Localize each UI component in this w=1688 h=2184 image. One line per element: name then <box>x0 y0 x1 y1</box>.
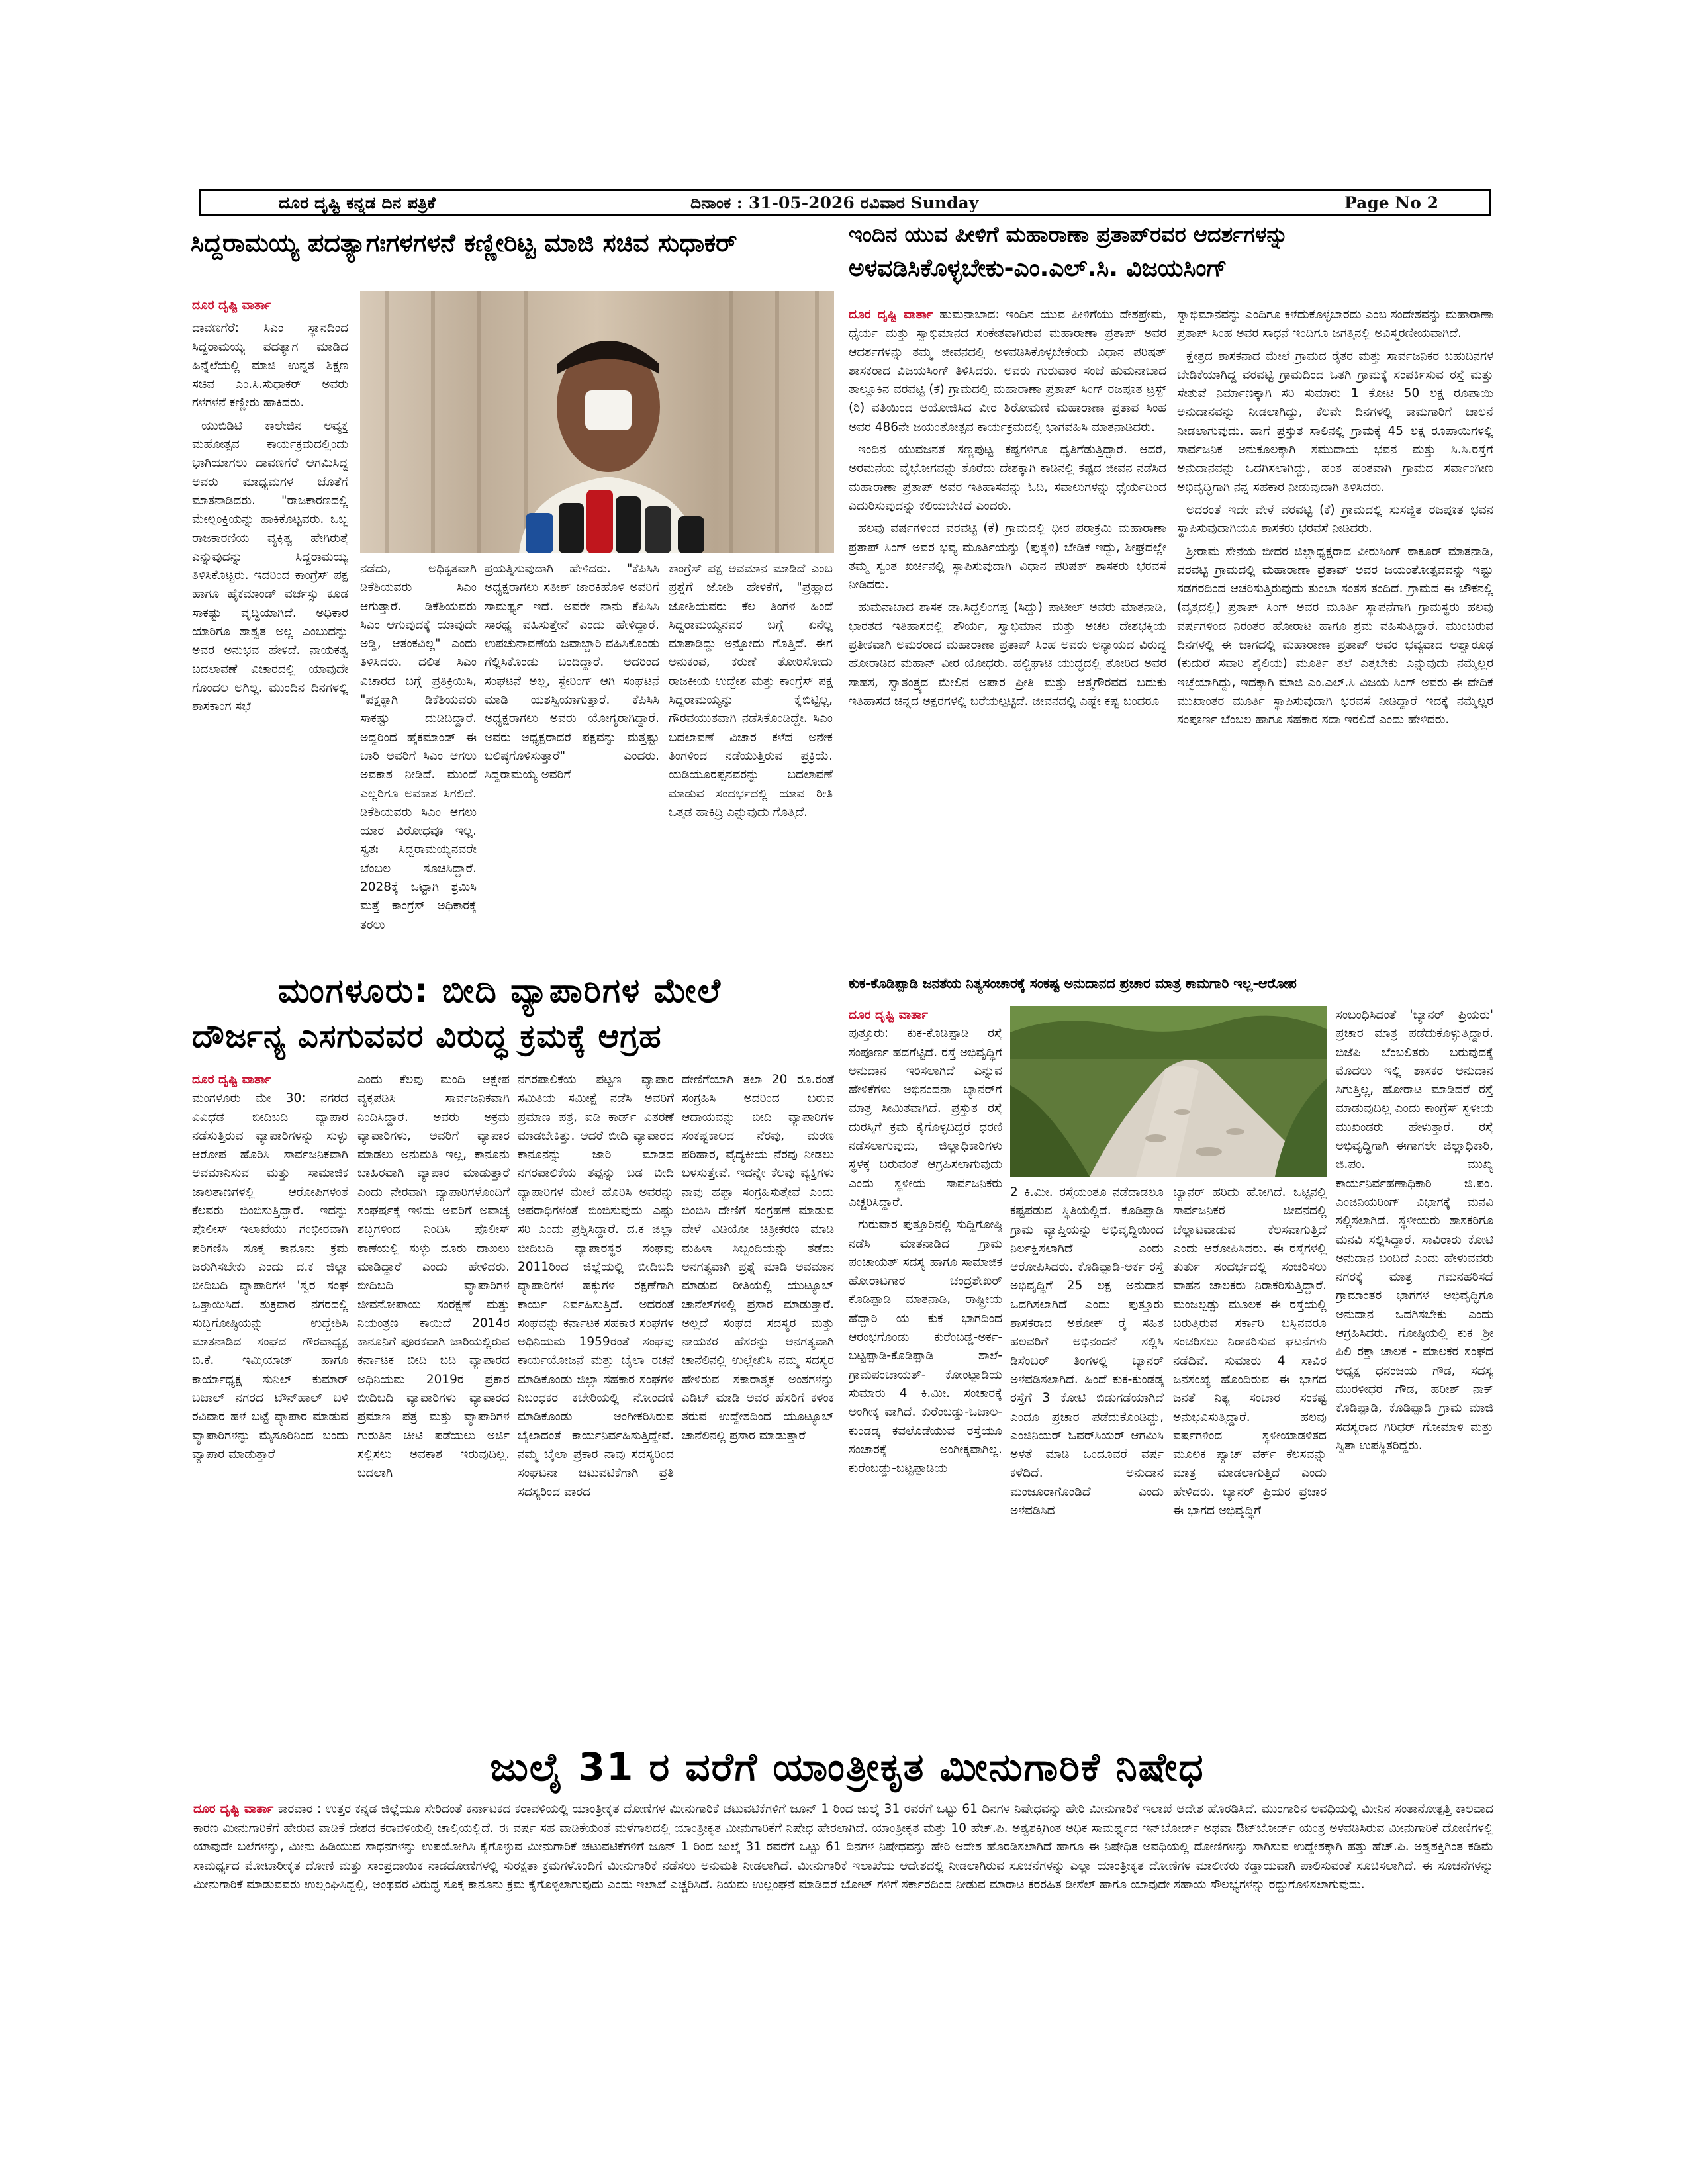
article1-col3: ಪ್ರಯತ್ನಿಸುವುದಾಗಿ ಹೇಳಿದರು. "ಕೆಪಿಸಿಸಿ ಅಧ್ಯಕ್ಷರಾಗಲು ಸತೀಶ್ ಜಾರಕಿಹೊಳಿ ಅವರಿಗೆ ಸಾಮರ್ಥ್ಯ ಇದೆ. ಅವರೇ ನಾನು ಕೆಪಿಸಿಸಿ ಸಾರಥ್ಯ ವಹಿಸುತ್ತೇನೆ ಎಂದು ಹೇಳಿದ್ದಾರೆ. ಉಪಚುನಾವಣೆಯ ಜವಾಬ್ದಾರಿ ವಹಿಸಿಕೊಂಡು ಗೆಲ್ಲಿಸಿಕೊಂಡು ಬಂದಿದ್ದಾರೆ. ಅದರಿಂದ ಸಂಘಟನೆ ಅಲ್ಲ, ಸ್ಟೇರಿಂಗ್ ಆಗಿ ಸಂಘಟನೆ ಮಾಡಿ ಯಶಸ್ವಿಯಾಗುತ್ತಾರೆ. ಕೆಪಿಸಿಸಿ ಅಧ್ಯಕ್ಷರಾಗಲು ಅವರು ಯೋಗ್ಯರಾಗಿದ್ದಾರೆ. ಅವರು ಅಧ್ಯಕ್ಷರಾದರೆ ಪಕ್ಷವನ್ನು ಮತ್ತಷ್ಟು ಬಲಿಷ್ಠಗೊಳಿಸುತ್ತಾರೆ" ಎಂದರು. ಸಿದ್ದರಾಮಯ್ಯ ಅವರಿಗೆ <box>485 562 659 782</box>
article3-headline-line1: ಮಂಗಳೂರು: ಬೀದಿ ವ್ಯಾಪಾರಿಗಳ ಮೇಲೆ <box>278 972 722 1010</box>
article2-col1: ದೂರ ದೃಷ್ಟಿ ವಾರ್ತಾ ಹುಮನಾಬಾದ: ಇಂದಿನ ಯುವ ಪೀಳಿಗೆಯು ದೇಶಪ್ರೇಮ, ಧೈರ್ಯ ಮತ್ತು ಸ್ವಾಭಿಮಾನದ ಸಂಕೇತವಾಗಿರುವ ಮಹಾರಾಣಾ ಪ್ರತಾಪ್ ಅವರ ಆದರ್ಶಗಳನ್ನು ತಮ್ಮ ಜೀವನದಲ್ಲಿ ಅಳವಡಿಸಿಕೊಳ್ಳಬೇಕೆಂದು ವಿಧಾನ ಪರಿಷತ್ ಶಾಸಕರಾದ ವಿಜಯಸಿಂಗ್ ತಿಳಿಸಿದರು. ಅವರು ಗುರುವಾರ ಸಂಜೆ ಹುಮನಾಬಾದ ತಾಲ್ಲೂಕಿನ ವರವಟ್ಟಿ (ಕೆ) ಗ್ರಾಮದಲ್ಲಿ ಮಹಾರಾಣಾ ಪ್ರತಾಪ್ ಸಿಂಗ್ ರಜಪೂತ ಟ್ರಸ್ಟ್ (ರಿ) ವತಿಯಿಂದ ಆಯೋಜಿಸಿದ ವೀರ ಶಿರೋಮಣಿ ಮಹಾರಾಣಾ ಪ್ರತಾಪ ಸಿಂಹ ಅವರ 486ನೇ ಜಯಂತೋತ್ಸವ ಕಾರ್ಯಕ್ರಮದಲ್ಲಿ ಭಾಗವಹಿಸಿ ಮಾತನಾಡಿದರು. ಇಂದಿನ ಯುವಜನತೆ ಸಣ್ಣಪುಟ್ಟ ಕಷ್ಟಗಳಿಗೂ ಧೃತಿಗೆಡುತ್ತಿದ್ದಾರೆ. ಆದರೆ, ಅರಮನೆಯ ವೈಭೋಗವನ್ನು ತೊರೆದು ದೇಶಕ್ಕಾಗಿ ಕಾಡಿನಲ್ಲಿ ಕಷ್ಟದ ಜೀವನ ನಡೆಸಿದ ಮಹಾರಾಣಾ ಪ್ರತಾಪ್ ಅವರ ಇತಿಹಾಸವನ್ನು ಓದಿ, ಸವಾಲುಗಳನ್ನು ಧೈರ್ಯದಿಂದ ಎದುರಿಸುವುದನ್ನು ಕಲಿಯಬೇಕಿದೆ ಎಂದರು. ಹಲವು ವರ್ಷಗಳಿಂದ ವರವಟ್ಟಿ (ಕೆ) ಗ್ರಾಮದಲ್ಲಿ ಧೀರ ಪರಾಕ್ರಮಿ ಮಹಾರಾಣಾ ಪ್ರತಾಪ್ ಸಿಂಗ್ ಅವರ ಭವ್ಯ ಮೂರ್ತಿಯನ್ನು (ಪುತ್ಥಳಿ) ಬೇಡಿಕೆ ಇದ್ದು, ಶೀಘ್ರದಲ್ಲೇ ತಮ್ಮ ಸ್ವಂತ ಖರ್ಚಿನಲ್ಲಿ ಸ್ಥಾಪಿಸುವುದಾಗಿ ವಿಧಾನ ಪರಿಷತ್ ಶಾಸಕರು ಭರವಸೆ ನೀಡಿದರು. ಹುಮನಾಬಾದ ಶಾಸಕ ಡಾ.ಸಿದ್ದಲಿಂಗಪ್ಪ (ಸಿದ್ದು) ಪಾಟೀಲ್ ಅವರು ಮಾತನಾಡಿ, ಭಾರತದ ಇತಿಹಾಸದಲ್ಲಿ ಶೌರ್ಯ, ಸ್ವಾಭಿಮಾನ ಮತ್ತು ಅಚಲ ದೇಶಭಕ್ತಿಯ ಪ್ರತೀಕವಾಗಿ ಅಮರರಾದ ಮಹಾರಾಣಾ ಪ್ರತಾಪ್ ಸಿಂಹ ಅವರು ಅನ್ಯಾಯದ ವಿರುದ್ಧ ಹೋರಾಡಿದ ಮಹಾನ್ ವೀರ ಯೋಧರು. ಹಲ್ದಿಘಾಟಿ ಯುದ್ಧದಲ್ಲಿ ತೋರಿದ ಅವರ ಸಾಹಸ, ಸ್ವಾತಂತ್ರ್ಯದ ಮೇಲಿನ ಅಪಾರ ಪ್ರೀತಿ ಮತ್ತು ಆತ್ಮಗೌರವದ ಬದುಕು ಇತಿಹಾಸದ ಚಿನ್ನದ ಅಕ್ಷರಗಳಲ್ಲಿ ಬರೆಯಲ್ಪಟ್ಟಿದೆ. ಜೀವನದಲ್ಲಿ ಎಷ್ಟೇ ಕಷ್ಟ ಬಂದರೂ <box>849 308 1166 708</box>
article2-headline-line2: ಅಳವಡಿಸಿಕೊಳ್ಳಬೇಕು-ಎಂ.ಎಲ್.ಸಿ. ವಿಜಯಸಿಂಗ್ <box>849 255 1227 282</box>
article4-col1: ದೂರ ದೃಷ್ಟಿ ವಾರ್ತಾ ಪುತ್ತೂರು: ಕುಕ-ಕೊಡಿಪ್ಪಾಡಿ ರಸ್ತೆ ಸಂಪೂರ್ಣ ಹದಗೆಟ್ಟಿದೆ. ರಸ್ತೆ ಅಭಿವೃದ್ಧಿಗೆ ಅನುದಾನ ಇರಿಸಲಾಗಿದೆ ಎನ್ನುವ ಹೇಳಿಕೆಗಳು ಅಭಿನಂದನಾ ಬ್ಯಾನರ್‌ಗೆ ಮಾತ್ರ ಸೀಮಿತವಾಗಿದೆ. ಪ್ರಸ್ತುತ ರಸ್ತೆ ದುರಸ್ತಿಗೆ ಕ್ರಮ ಕೈಗೊಳ್ಳದಿದ್ದರೆ ಧರಣಿ ನಡೆಸಲಾಗುವುದು, ಜಿಲ್ಲಾಧಿಕಾರಿಗಳು ಸ್ಥಳಕ್ಕೆ ಬರುವಂತೆ ಆಗ್ರಹಿಸಲಾಗುವುದು ಎಂದು ಸ್ಥಳೀಯ ಸಾರ್ವಜನಿಕರು ಎಚ್ಚರಿಸಿದ್ದಾರೆ. ಗುರುವಾರ ಪುತ್ತೂರಿನಲ್ಲಿ ಸುದ್ದಿಗೋಷ್ಠಿ ನಡೆಸಿ ಮಾತನಾಡಿದ ಗ್ರಾಮ ಪಂಚಾಯತ್ ಸದಸ್ಯ ಹಾಗೂ ಸಾಮಾಜಿಕ ಹೋರಾಟಗಾರ ಚಂದ್ರಶೇಖರ್ ಕೊಡಿಪ್ಪಾಡಿ ಮಾತನಾಡಿ, ರಾಷ್ಟ್ರೀಯ ಹೆದ್ದಾರಿ ಯ ಕುಕ ಭಾಗದಿಂದ ಆರಂಭಗೊಂಡು ಕುರೆಂಬಡ್ಡ-ಅರ್ಕ- ಬಟ್ಟಪ್ಪಾಡಿ-ಕೊಡಿಪ್ಪಾಡಿ ಶಾಲೆ-ಗ್ರಾಮಪಂಚಾಯತ್- ಕೋಂಟ್ಪಾಡಿಯ ಸುಮಾರು 4 ಕಿ.ಮೀ. ಸಂಚಾರಕ್ಕೆ ಅಂಗೀಕ್ಕ ವಾಗಿದೆ. ಕುರೆಂಬಡ್ಡು-ಓಜಾಲ- ಕುಂಡಡ್ಕ ಕವಲೊಡೆಯುವ ರಸ್ತೆಯೂ ಸಂಚಾರಕ್ಕೆ ಅಂಗೀಕ್ಕವಾಗಿಲ್ಲ. ಕುರೆಂಬಡ್ಡು-ಬಟ್ಟಪ್ಪಾಡಿಯ <box>849 1008 1002 1476</box>
article3-col2: ಎಂದು ಕೆಲವು ಮಂದಿ ಆಕ್ಷೇಪ ವ್ಯಕ್ತಪಡಿಸಿ ಸಾರ್ವಜನಿಕವಾಗಿ ನಿಂದಿಸಿದ್ದಾರೆ. ಅವರು ಅಕ್ರಮ ವ್ಯಾಪಾರಿಗಳು, ಅವರಿಗೆ ವ್ಯಾಪಾರ ಮಾಡಲು ಅನುಮತಿ ಇಲ್ಲ, ಕಾನೂನು ಬಾಹಿರವಾಗಿ ವ್ಯಾಪಾರ ಮಾಡುತ್ತಾರೆ ಎಂದು ನೇರವಾಗಿ ವ್ಯಾಪಾರಿಗಳೊಂದಿಗೆ ಸಂಘರ್ಷಕ್ಕೆ ಇಳಿದು ಅವರಿಗೆ ಅವಾಚ್ಯ ಶಬ್ದಗಳಿಂದ ನಿಂದಿಸಿ ಪೊಲೀಸ್ ಠಾಣೆಯಲ್ಲಿ ಸುಳ್ಳು ದೂರು ದಾಖಲು ಮಾಡಿದ್ದಾರೆ ಎಂದು ಹೇಳಿದರು. ಬೀದಿಬದಿ ವ್ಯಾಪಾರಿಗಳ ಜೀವನೋಪಾಯ ಸಂರಕ್ಷಣೆ ಮತ್ತು ನಿಯಂತ್ರಣ ಕಾಯಿದೆ 2014ರ ಕಾನೂನಿಗೆ ಪೂರಕವಾಗಿ ಜಾರಿಯಲ್ಲಿರುವ ಕರ್ನಾಟಕ ಬೀದಿ ಬದಿ ವ್ಯಾಪಾರದ ಅಧಿನಿಯಮ 2019ರ ಪ್ರಕಾರ ಬೀದಿಬದಿ ವ್ಯಾಪಾರಿಗಳು ವ್ಯಾಪಾರದ ಪ್ರಮಾಣ ಪತ್ರ ಮತ್ತು ವ್ಯಾಪಾರಿಗಳ ಗುರುತಿನ ಚೀಟಿ ಪಡೆಯಲು ಅರ್ಜಿ ಸಲ್ಲಿಸಲು ಅವಕಾಶ ಇರುವುದಿಲ್ಲ. ಬದಲಾಗಿ <box>357 1073 510 1480</box>
article5-headline: ಜುಲೈ 31 ರ ವರೆಗೆ ಯಾಂತ್ರೀಕೃತ ಮೀನುಗಾರಿಕೆ ನಿಷೇಧ <box>490 1745 1205 1790</box>
article3-col3: ನಗರಪಾಲಿಕೆಯ ಪಟ್ಟಣ ವ್ಯಾಪಾರ ಸಮಿತಿಯ ಸಮೀಕ್ಷೆ ನಡೆಸಿ ಅವರಿಗೆ ಪ್ರಮಾಣ ಪತ್ರ, ಐಡಿ ಕಾರ್ಡ್ ವಿತರಣೆ ಮಾಡಬೇಕಿತ್ತು. ಆದರೆ ಬೀದಿ ವ್ಯಾಪಾರದ ಕಾನೂನನ್ನು ಜಾರಿ ಮಾಡದ ನಗರಪಾಲಿಕೆಯ ತಪ್ಪನ್ನು ಬಡ ಬೀದಿ ವ್ಯಾಪಾರಿಗಳ ಮೇಲೆ ಹೊರಿಸಿ ಅವರನ್ನು ಅಪರಾಧಿಗಳಂತೆ ಬಿಂಬಿಸುವುದು ಎಷ್ಟು ಸರಿ ಎಂದು ಪ್ರಶ್ನಿಸಿದ್ದಾರೆ. ದ.ಕ ಜಿಲ್ಲಾ ಬೀದಿಬದಿ ವ್ಯಾಪಾರಸ್ಥರ ಸಂಘವು 2011ರಿಂದ ಜಿಲ್ಲೆಯಲ್ಲಿ ಬೀದಿಬದಿ ವ್ಯಾಪಾರಿಗಳ ಹಕ್ಕುಗಳ ರಕ್ಷಣೆಗಾಗಿ ಕಾರ್ಯ ನಿರ್ವಹಿಸುತ್ತಿದೆ. ಅದರಂತೆ ಸಂಘವನ್ನು ಕರ್ನಾಟಕ ಸಹಕಾರ ಸಂಘಗಳ ಅಧಿನಿಯಮ 1959ರಂತೆ ಸಂಘವು ಕಾರ್ಯಯೋಜನೆ ಮತ್ತು ಬೈಲಾ ರಚನೆ ಮಾಡಿಕೊಂಡು ಜಿಲ್ಲಾ ಸಹಕಾರ ಸಂಘಗಳ ನಿಬಂಧಕರ ಕಚೇರಿಯಲ್ಲಿ ನೋಂದಣಿ ಮಾಡಿಕೊಂಡು ಅಂಗೀಕರಿಸಿರುವ ಬೈಲಾದಂತೆ ಕಾರ್ಯನಿರ್ವಹಿಸುತ್ತಿದ್ದೇವೆ. ನಮ್ಮ ಬೈಲಾ ಪ್ರಕಾರ ನಾವು ಸದಸ್ಯರಿಂದ ಸಂಘಟನಾ ಚಟುವಟಿಕೆಗಾಗಿ ಪ್ರತಿ ಸದಸ್ಯರಿಂದ ವಾರದ <box>518 1073 674 1499</box>
article4-col4: ಸಂಬಂಧಿಸಿದಂತೆ 'ಬ್ಯಾನರ್ ಪ್ರಿಯರು' ಪ್ರಚಾರ ಮಾತ್ರ ಪಡೆದುಕೊಳ್ಳುತ್ತಿದ್ದಾರೆ. ಬಿಜೆಪಿ ಬೆಂಬಲಿತರು ಬರುವುದಕ್ಕೆ ಮೊದಲು ಇಲ್ಲಿ ಶಾಸಕರ ಅನುದಾನ ಸಿಗುತ್ತಿಲ್ಲ, ಹೋರಾಟ ಮಾಡಿದರೆ ರಸ್ತೆ ಮಾಡುವುದಿಲ್ಲ ಎಂದು ಕಾಂಗ್ರೆಸ್ ಸ್ಥಳೀಯ ಮುಖಂಡರು ಹೇಳುತ್ತಾರೆ. ರಸ್ತೆ ಅಭಿವೃದ್ಧಿಗಾಗಿ ಈಗಾಗಲೇ ಜಿಲ್ಲಾಧಿಕಾರಿ, ಜಿ.ಪಂ. ಮುಖ್ಯ ಕಾರ್ಯನಿರ್ವಹಣಾಧಿಕಾರಿ ಜಿ.ಪಂ. ಎಂಜಿನಿಯರಿಂಗ್ ವಿಭಾಗಕ್ಕೆ ಮನವಿ ಸಲ್ಲಿಸಲಾಗಿದೆ. ಸ್ಥಳೀಯರು ಶಾಸಕರಿಗೂ ಮನವಿ ಸಲ್ಲಿಸಿದ್ದಾರೆ. ಸಾವಿರಾರು ಕೋಟಿ ಅನುದಾನ ಬಂದಿದೆ ಎಂದು ಹೇಳುವವರು ನಗರಕ್ಕೆ ಮಾತ್ರ ಗಮನಹರಿಸದೆ ಗ್ರಾಮಾಂತರ ಭಾಗಗಳ ಅಭಿವೃದ್ಧಿಗೂ ಅನುದಾನ ಒದಗಿಸಬೇಕು ಎಂದು ಆಗ್ರಹಿಸಿದರು. ಗೋಷ್ಠಿಯಲ್ಲಿ ಕುಕ ಶ್ರೀ ಪಿಲಿ ರಕ್ತಾ ಚಾಲಕ - ಮಾಲಕರ ಸಂಘದ ಅಧ್ಯಕ್ಷ ಧನಂಜಯ ಗೌಡ, ಸದಸ್ಯ ಮುರಳೀಧರ ಗೌಡ, ಹರೀಶ್ ನಾಕ್ ಕೊಡಿಪ್ಪಾಡಿ, ಕೊಡಿಪ್ಪಾಡಿ ಗ್ರಾಮ ಮಾಜಿ ಸದಸ್ಯರಾದ ಗಿರಿಧರ್ ಗೋಮಾಳಿ ಮತ್ತು ಸ್ವಿತಾ ಉಪಸ್ಥಿತರಿದ್ದರು. <box>1336 1008 1493 1453</box>
article1-col2: ನಡೆದು, ಅಧಿಕೃತವಾಗಿ ಡಿಕೆಶಿಯವರು ಸಿಎಂ ಆಗುತ್ತಾರೆ. ಡಿಕೆಶಿಯವರು ಸಿಎಂ ಆಗುವುದಕ್ಕೆ ಯಾವುದೇ ಅಡ್ಡಿ, ಆತಂಕವಿಲ್ಲ" ಎಂದು ತಿಳಿಸಿದರು. ದಲಿತ ಸಿಎಂ ವಿಚಾರದ ಬಗ್ಗೆ ಪ್ರತಿಕ್ರಿಯಿಸಿ, "ಪಕ್ಷಕ್ಕಾಗಿ ಡಿಕೆಶಿಯವರು ಸಾಕಷ್ಟು ದುಡಿದಿದ್ದಾರೆ. ಅದ್ದರಿಂದ ಹೈಕಮಾಂಡ್ ಈ ಬಾರಿ ಅವರಿಗೆ ಸಿಎಂ ಆಗಲು ಅವಕಾಶ ನೀಡಿದೆ. ಮುಂದೆ ಎಲ್ಲರಿಗೂ ಅವಕಾಶ ಸಿಗಲಿದೆ. ಡಿಕೆಶಿಯವರು ಸಿಎಂ ಆಗಲು ಯಾರ ವಿರೋಧವೂ ಇಲ್ಲ. ಸ್ವತಃ ಸಿದ್ದರಾಮಯ್ಯನವರೇ ಬೆಂಬಲ ಸೂಚಿಸಿದ್ದಾರೆ. 2028ಕ್ಕೆ ಒಟ್ಟಾಗಿ ಶ್ರಮಿಸಿ ಮತ್ತೆ ಕಾಂಗ್ರೆಸ್ ಅಧಿಕಾರಕ್ಕೆ ತರಲು <box>360 562 477 932</box>
article2-headline-line1: ಇಂದಿನ ಯುವ ಪೀಳಿಗೆ ಮಹಾರಾಣಾ ಪ್ರತಾಪ್‌ರವರ ಆದರ್ಶಗಳನ್ನು <box>849 222 1288 247</box>
article3-headline-line2: ದೌರ್ಜನ್ಯ ಎಸಗುವವರ ವಿರುದ್ಧ ಕ್ರಮಕ್ಕೆ ಆಗ್ರಹ <box>192 1018 662 1055</box>
photo-caption: 2 ಕಿ.ಮೀ. ರಸ್ತೆಯಂತೂ ನಡೆದಾಡಲೂ ಕಷ್ಟಪಡುವ <box>1010 1185 1164 1218</box>
page-number: Page No 2 <box>1344 193 1439 212</box>
article2-col2: ಸ್ವಾಭಿಮಾನವನ್ನು ಎಂದಿಗೂ ಕಳೆದುಕೊಳ್ಳಬಾರದು ಎಂಬ ಸಂದೇಶವನ್ನು ಮಹಾರಾಣಾ ಪ್ರತಾಪ್ ಸಿಂಹ ಅವರ ಸಾಧನೆ ಇಂದಿಗೂ ಜಗತ್ತಿನಲ್ಲಿ ಅವಿಸ್ಮರಣೀಯವಾಗಿದೆ. ಕ್ಷೇತ್ರದ ಶಾಸಕನಾದ ಮೇಲೆ ಗ್ರಾಮದ ರೈತರ ಮತ್ತು ಸಾರ್ವಜನಿಕರ ಬಹುದಿನಗಳ ಬೇಡಿಕೆಯಾಗಿದ್ದ ವರವಟ್ಟಿ ಗ್ರಾಮದಿಂದ ಓತಗಿ ಗ್ರಾಮಕ್ಕೆ ಸಂಪರ್ಕಿಸುವ ರಸ್ತೆ ಮತ್ತು ಸೇತುವೆ ನಿರ್ಮಾಣಕ್ಕಾಗಿ ಸರಿ ಸುಮಾರು 1 ಕೋಟಿ 50 ಲಕ್ಷ ರೂಪಾಯಿ ಅನುದಾನವನ್ನು ನೀಡಲಾಗಿದ್ದು, ಕೆಲವೇ ದಿನಗಳಲ್ಲಿ ಕಾಮಗಾರಿಗೆ ಚಾಲನೆ ನೀಡಲಾಗುವುದು. ಹಾಗೆ ಪ್ರಸ್ತುತ ಸಾಲಿನಲ್ಲಿ ಗ್ರಾಮಕ್ಕೆ 45 ಲಕ್ಷ ರೂಪಾಯಿಗಳಲ್ಲಿ ಸಾರ್ವಜನಿಕ ಅನುಕೂಲಕ್ಕಾಗಿ ಸಮುದಾಯ ಭವನ ಮತ್ತು ಸಿ.ಸಿ.ರಸ್ತೆಗೆ ಅನುದಾನವನ್ನು ಒದಗಿಸಲಾಗಿದ್ದು, ಹಂತ ಹಂತವಾಗಿ ಗ್ರಾಮದ ಸರ್ವಾಂಗೀಣ ಅಭಿವೃದ್ಧಿಗಾಗಿ ನನ್ನ ಸಹಕಾರ ನೀಡುವುದಾಗಿ ತಿಳಿಸಿದರು. ಅದರಂತೆ ಇದೇ ವೇಳೆ ವರವಟ್ಟಿ (ಕೆ) ಗ್ರಾಮದಲ್ಲಿ ಸುಸಜ್ಜಿತ ರಜಪೂತ ಭವನ ಸ್ಥಾಪಿಸುವುದಾಗಿಯೂ ಶಾಸಕರು ಭರವಸೆ ನೀಡಿದರು. ಶ್ರೀರಾಮ ಸೇನೆಯ ಬೀದರ ಜಿಲ್ಲಾಧ್ಯಕ್ಷರಾದ ವೀರುಸಿಂಗ್ ಠಾಕೂರ್ ಮಾತನಾಡಿ, ವರವಟ್ಟಿ ಗ್ರಾಮದಲ್ಲಿ ಮಹಾರಾಣಾ ಪ್ರತಾಪ್ ಅವರ ಜಯಂತೋತ್ಸವವನ್ನು ಇಷ್ಟು ಸಡಗರದಿಂದ ಆಚರಿಸುತ್ತಿರುವುದು ತುಂಬಾ ಸಂತಸ ತಂದಿದೆ. ಗ್ರಾಮದ ಈ ಚೌಕನಲ್ಲಿ (ವೃತ್ತದಲ್ಲಿ) ಪ್ರತಾಪ್ ಸಿಂಗ್ ಅವರ ಮೂರ್ತಿ ಸ್ಥಾಪನೆಗಾಗಿ ಗ್ರಾಮಸ್ಥರು ಹಲವು ವರ್ಷಗಳಿಂದ ನಿರಂತರ ಹೋರಾಟ ಹಾಗೂ ಶ್ರಮ ವಹಿಸುತ್ತಿದ್ದಾರೆ. ಮುಂಬರುವ ದಿನಗಳಲ್ಲಿ ಈ ಜಾಗದಲ್ಲಿ ಮಹಾರಾಣಾ ಪ್ರತಾಪ್ ಅವರ ಭವ್ಯವಾದ ಅಶ್ವಾರೂಢ (ಕುದುರೆ ಸವಾರಿ ಶೈಲಿಯ) ಮೂರ್ತಿ ತಲೆ ಎತ್ತಬೇಕು ಎನ್ನುವುದು ನಮ್ಮೆಲ್ಲರ ಇಚ್ಛೆಯಾಗಿದ್ದು, ಇದಕ್ಕಾಗಿ ಮಾಜಿ ಎಂ.ಎಲ್.ಸಿ ವಿಜಯ ಸಿಂಗ್ ಅವರು ಈ ವೇದಿಕೆ ಮುಖಾಂತರ ಮೂರ್ತಿ ಸ್ಥಾಪಿಸುವುದಾಗಿ ಭರವಸೆ ನೀಡಿದ್ದಾರೆ ಇದಕ್ಕೆ ನಮ್ಮೆಲ್ಲರ ಸಂಪೂರ್ಣ ಬೆಂಬಲ ಹಾಗೂ ಸಹಕಾರ ಸದಾ ಇರಲಿದೆ ಎಂದು ಹೇಳಿದರು. <box>1177 308 1493 727</box>
damaged-road-photo <box>1010 1006 1327 1177</box>
article4-col2: 2 ಕಿ.ಮೀ. ರಸ್ತೆಯಂತೂ ನಡೆದಾಡಲೂ ಕಷ್ಟಪಡುವ ಸ್ಥಿತಿಯಲ್ಲಿದೆ. ಕೊಡಿಪ್ಪಾಡಿ ಗ್ರಾಮ ವ್ಯಾಪ್ತಿಯನ್ನು ಅಭಿವೃದ್ಧಿಯಿಂದ ನಿರ್ಲಕ್ಷಿಸಲಾಗಿದೆ ಎಂದು ಆರೋಪಿಸಿದರು. ಕೊಡಿಪ್ಪಾಡಿ-ಅರ್ಕ ರಸ್ತೆ ಅಭಿವೃದ್ಧಿಗೆ 25 ಲಕ್ಷ ಅನುದಾನ ಒದಗಿಸಲಾಗಿದೆ ಎಂದು ಪುತ್ತೂರು ಶಾಸಕರಾದ ಅಶೋಕ್ ರೈ ಸಹಿತ ಹಲವರಿಗೆ ಅಭಿನಂದನೆ ಸಲ್ಲಿಸಿ ಡಿಸೆಂಬರ್ ತಿಂಗಳಲ್ಲಿ ಬ್ಯಾನರ್ ಅಳವಡಿಸಲಾಗಿದೆ. ಹಿಂದೆ ಕುಕ-ಕುಂಡಡ್ಕ ರಸ್ತೆಗೆ 3 ಕೋಟಿ ಬಿಡುಗಡೆಯಾಗಿದೆ ಎಂದೂ ಪ್ರಚಾರ ಪಡೆದುಕೊಂಡಿದ್ದು, ಎಂಜಿನಿಯರ್ ಓವರ್‌ಸಿಯರ್ ಆಗಮಿಸಿ ಅಳತೆ ಮಾಡಿ ಒಂದೂವರೆ ವರ್ಷ ಕಳೆದಿದೆ. ಅನುದಾನ ಮಂಜೂರಾಗೊಂಡಿದೆ ಎಂದು ಅಳವಡಿಸಿದ <box>1010 1185 1164 1518</box>
article3-col1: ದೂರ ದೃಷ್ಟಿ ವಾರ್ತಾ ಮಂಗಳೂರು ಮೇ 30: ನಗರದ ವಿವಿಧೆಡೆ ಬೀದಿಬದಿ ವ್ಯಾಪಾರ ನಡೆಸುತ್ತಿರುವ ವ್ಯಾಪಾರಿಗಳನ್ನು ಸುಳ್ಳು ಆರೋಪ ಹೊರಿಸಿ ಸಾರ್ವಜನಿಕವಾಗಿ ಅವಮಾನಿಸುವ ಮತ್ತು ಸಾಮಾಜಿಕ ಜಾಲತಾಣಗಳಲ್ಲಿ ಆರೋಪಿಗಳಂತೆ ಕೆಲವರು ಬಿಂಬಿಸುತ್ತಿದ್ದಾರೆ. ಇದನ್ನು ಪೊಲೀಸ್ ಇಲಾಖೆಯು ಗಂಭೀರವಾಗಿ ಪರಿಗಣಿಸಿ ಸೂಕ್ತ ಕಾನೂನು ಕ್ರಮ ಜರುಗಿಸಬೇಕು ಎಂದು ದ.ಕ ಜಿಲ್ಲಾ ಬೀದಿಬದಿ ವ್ಯಾಪಾರಿಗಳ 'ಸ್ವರ ಸಂಘ ಒತ್ತಾಯಿಸಿದೆ. ಶುಕ್ರವಾರ ನಗರದಲ್ಲಿ ಸುದ್ದಿಗೋಷ್ಠಿಯನ್ನು ಉದ್ದೇಶಿಸಿ ಮಾತನಾಡಿದ ಸಂಘದ ಗೌರವಾಧ್ಯಕ್ಷ ಬಿ.ಕೆ. ಇಮ್ತಿಯಾಜ್ ಹಾಗೂ ಕಾರ್ಯಾಧ್ಯಕ್ಷ ಸುನಿಲ್ ಕುಮಾರ್ ಬಜಾಲ್ ನಗರದ ಟೌನ್‌ಹಾಲ್ ಬಳಿ ರವಿವಾರ ಹಳೆ ಬಟ್ಟೆ ವ್ಯಾಪಾರ ಮಾಡುವ ವ್ಯಾಪಾರಿಗಳನ್ನು ಮೈಸೂರಿನಿಂದ ಬಂದು ವ್ಯಾಪಾರ ಮಾಡುತ್ತಾರೆ <box>192 1073 348 1461</box>
article1-col1: ದೂರ ದೃಷ್ಟಿ ವಾರ್ತಾ ದಾವಣಗೆರೆ: ಸಿಎಂ ಸ್ಥಾನದಿಂದ ಸಿದ್ದರಾಮಯ್ಯ ಪದತ್ಯಾಗ ಮಾಡಿದ ಹಿನ್ನೆಲೆಯಲ್ಲಿ ಮಾಜಿ ಉನ್ನತ ಶಿಕ್ಷಣ ಸಚಿವ ಎಂ.ಸಿ.ಸುಧಾಕರ್ ಅವರು ಗಳಗಳನೆ ಕಣ್ಣೀರು ಹಾಕಿದರು. ಯುಬಿಡಿಟಿ ಕಾಲೇಜಿನ ಅವ್ಯಕ್ತ ಮಹೋತ್ಸವ ಕಾರ್ಯಕ್ರಮದಲ್ಲಿಂದು ಭಾಗಿಯಾಗಲು ದಾವಣಗೆರೆ ಆಗಮಿಸಿದ್ದ ಅವರು ಮಾಧ್ಯಮಗಳ ಜೊತೆಗೆ ಮಾತನಾಡಿದರು. "ರಾಜಕಾರಣದಲ್ಲಿ ಮೇಲ್ಪಂಕ್ತಿಯನ್ನು ಹಾಕಿಕೊಟ್ಟವರು. ಒಬ್ಬ ರಾಜಕಾರಣಿಯ ವ್ಯಕ್ತಿತ್ವ ಹೇಗಿರುತ್ತೆ ಎನ್ನುವುದನ್ನು ಸಿದ್ದರಾಮಯ್ಯ ತಿಳಿಸಿಕೊಟ್ಟರು. ಇದರಿಂದ ಕಾಂಗ್ರೆಸ್ ಪಕ್ಷ ಹಾಗೂ ಹೈಕಮಾಂಡ್ ವರ್ಚಸ್ಸು ಕೂಡ ಸಾಕಷ್ಟು ವೃದ್ಧಿಯಾಗಿದೆ. ಅಧಿಕಾರ ಯಾರಿಗೂ ಶಾಶ್ವತ ಅಲ್ಲ ಎಂಬುದನ್ನು ಅವರ ಅನುಭವ ಹೇಳಿದೆ. ನಾಯಕತ್ವ ಬದಲಾವಣೆ ವಿಚಾರದಲ್ಲಿ ಯಾವುದೇ ಗೊಂದಲ ಅಗಿಲ್ಲ. ಮುಂದಿನ ದಿನಗಳಲ್ಲಿ ಶಾಸಕಾಂಗ ಸಭೆ <box>192 298 348 714</box>
article1-col4: ಕಾಂಗ್ರೆಸ್ ಪಕ್ಷ ಅವಮಾನ ಮಾಡಿದೆ ಎಂಬ ಪ್ರಶ್ನೆಗೆ ಜೋಶಿ ಹೇಳಿಕೆಗೆ, "ಪ್ರಹ್ಲಾದ ಜೋಶಿಯವರು ಕೆಲ ತಿಂಗಳ ಹಿಂದೆ ಸಿದ್ದರಾಮಯ್ಯನವರ ಬಗ್ಗೆ ಏನೆಲ್ಲ ಮಾತಾಡಿದ್ದು ಅನ್ನೋದು ಗೊತ್ತಿದೆ. ಈಗ ಅನುಕಂಪ, ಕರುಣೆ ತೋರಿಸೋದು ರಾಜಕೀಯ ಉದ್ದೇಶ ಮತ್ತು ಕಾಂಗ್ರೆಸ್ ಪಕ್ಷ ಸಿದ್ದರಾಮಯ್ಯನ್ನು ಕೈಬಿಟ್ಟಿಲ್ಲ, ಗೌರವಯುತವಾಗಿ ನಡೆಸಿಕೊಂಡಿದ್ದೇ. ಸಿಎಂ ಬದಲಾವಣೆ ವಿಚಾರ ಕಳೆದ ಅನೇಕ ತಿಂಗಳಿಂದ ನಡೆಯುತ್ತಿರುವ ಪ್ರಕ್ರಿಯೆ. ಯಡಿಯೂರಪ್ಪನವರನ್ನು ಬದಲಾವಣೆ ಮಾಡುವ ಸಂದರ್ಭದಲ್ಲಿ ಯಾವ ರೀತಿ ಒತ್ತಡ ಹಾಕಿದ್ರಿ ಎನ್ನುವುದು ಗೊತ್ತಿದೆ. <box>669 562 833 819</box>
sudhakar-photo <box>360 291 834 553</box>
article5-body: ದೂರ ದೃಷ್ಟಿ ವಾರ್ತಾ ಕಾರವಾರ : ಉತ್ತರ ಕನ್ನಡ ಜಿಲ್ಲೆಯೂ ಸೇರಿದಂತೆ ಕರ್ನಾಟಕದ ಕರಾವಳಿಯಲ್ಲಿ ಯಾಂತ್ರೀಕೃತ ದೋಣಿಗಳ ಮೀನುಗಾರಿಕೆ ಚಟುವಟಿಕೆಗಳಿಗೆ ಜೂನ್ 1 ರಿಂದ ಜುಲೈ 31 ರವರೆಗೆ ಒಟ್ಟು 61 ದಿನಗಳ ನಿಷೇಧವನ್ನು ಹೇರಿ ಮೀನುಗಾರಿಕೆ ಇಲಾಖೆ ಆದೇಶ ಹೊರಡಿಸಿದೆ. ಮುಂಗಾರಿನ ಅವಧಿಯಲ್ಲಿ ಮೀನಿನ ಸಂತಾನೋತ್ಪತ್ತಿ ಕಾಲವಾದ ಕಾರಣ ಮೀನುಗಾರಿಕೆಗೆ ಹೇರುವ ವಾಡಿಕೆ ದೇಶದ ಕರಾವಳಿಯಲ್ಲಿ ಚಾಲ್ತಿಯಲ್ಲಿದೆ. ಈ ವರ್ಷ ಸಹ ವಾಡಿಕೆಯಂತೆ ಮಳೆಗಾಲದಲ್ಲಿ ಯಾಂತ್ರೀಕೃತ ಮೀನುಗಾರಿಕೆಗೆ ನಿಷೇಧ ಹೇರಲಾಗಿದೆ. ಯಾಂತ್ರೀಕೃತ ಮತ್ತು 10 ಹೆಚ್.ಪಿ. ಅಶ್ವಶಕ್ತಿಗಿಂತ ಅಧಿಕ ಸಾಮರ್ಥ್ಯದ ಇನ್‌ಬೋರ್ಡ್ ಅಥವಾ ಔಟ್‌ಬೋರ್ಡ್ ಯಂತ್ರ ಅಳವಡಿಸಿರುವ ಮೀನುಗಾರಿಕೆ ದೋಣಿಗಳಲ್ಲಿ ಯಾವುದೇ ಬಲೆಗಳನ್ನು, ಮೀನು ಹಿಡಿಯುವ ಸಾಧನಗಳನ್ನು ಉಪಯೋಗಿಸಿ ಕೈಗೊಳ್ಳುವ ಮೀನುಗಾರಿಕೆ ಚಟುವಟಿಕೆಗಳಿಗೆ ಜೂನ್ 1 ರಿಂದ ಜುಲೈ 31 ರವರೆಗೆ ಒಟ್ಟು 61 ದಿನಗಳ ನಿಷೇಧವನ್ನು ಹೇರಿ ಆದೇಶ ಹೊರಡಿಸಲಾಗಿದೆ ಹಾಗೂ ಈ ನಿಷೇಧಿತ ಅವಧಿಯಲ್ಲಿ ದೋಣಿಗಳನ್ನು ಸಾಗಿಸುವ ಉದ್ದೇಶಕ್ಕಾಗಿ ಹತ್ತು ಹೆಚ್.ಪಿ. ಅಶ್ವಶಕ್ತಿಗಿಂತ ಕಡಿಮೆ ಸಾಮರ್ಥ್ಯದ ಮೋಟಾರೀಕೃತ ದೋಣಿ ಮತ್ತು ಸಾಂಪ್ರದಾಯಿಕ ನಾಡದೋಣಿಗಳಲ್ಲಿ ಸುರಕ್ಷತಾ ಕ್ರಮಗಳೊಂದಿಗೆ ಮೀನುಗಾರಿಕೆ ನಡೆಸಲು ಅನುಮತಿ ನೀಡಲಾಗಿದೆ. ಮೀನುಗಾರಿಕೆ ಇಲಾಖೆಯ ಆದೇಶದಲ್ಲಿ ನೀಡಲಾಗಿರುವ ಸೂಚನೆಗಳನ್ನು ಎಲ್ಲಾ ಯಾಂತ್ರೀಕೃತ ದೋಣಿಗಳ ಮಾಲೀಕರು ಕಡ್ಡಾಯವಾಗಿ ಪಾಲಿಸುವಂತೆ ಸೂಚಿಸಲಾಗಿದೆ. ಈ ಸೂಚನೆಗಳನ್ನು ಮೀನುಗಾರಿಕೆ ಮಾಡುವವರು ಉಲ್ಲಂಘಿಸಿದ್ದಲ್ಲಿ, ಅಂಥವರ ವಿರುದ್ಧ ಸೂಕ್ತ ಕಾನೂನು ಕ್ರಮ ಕೈಗೊಳ್ಳಲಾಗುವುದು ಎಂದು ಇಲಾಖೆ ಎಚ್ಚರಿಸಿದೆ. ನಿಯಮ ಉಲ್ಲಂಘನೆ ಮಾಡಿದರೆ ಬೋಟ್ ಗಳಿಗೆ ಸರ್ಕಾರದಿಂದ ನೀಡುವ ಮಾರಾಟ ಕರರಹಿತ ಡೀಸೆಲ್ ಹಾಗೂ ಯಾವುದೇ ಸಹಾಯ ಸೌಲಭ್ಯಗಳನ್ನು ರದ್ದುಗೊಳಿಸಲಾಗುವುದು. <box>193 1802 1493 1891</box>
article1-headline: ಸಿದ್ದರಾಮಯ್ಯ ಪದತ್ಯಾಗಃಗಳಗಳನೆ ಕಣ್ಣೀರಿಟ್ಟ ಮಾಜಿ ಸಚಿವ ಸುಧಾಕರ್ <box>191 228 737 257</box>
article4-headline: ಕುಕ-ಕೊಡಿಪ್ಪಾಡಿ ಜನತೆಯ ನಿತ್ಯಸಂಚಾರಕ್ಕೆ ಸಂಕಷ್ಟ ಅನುದಾನದ ಪ್ರಚಾರ ಮಾತ್ರ ಕಾಮಗಾರಿ ಇಲ್ಲ-ಆರೋಪ <box>849 976 1297 991</box>
page-header <box>199 189 1491 216</box>
article1-tag: ದೂರ ದೃಷ್ಟಿ ವಾರ್ತಾ <box>192 298 271 312</box>
article3-col4: ದೇಣಿಗೆಯಾಗಿ ತಲಾ 20 ರೂ.ರಂತೆ ಸಂಗ್ರಹಿಸಿ ಅದರಿಂದ ಬರುವ ಆದಾಯವನ್ನು ಬೀದಿ ವ್ಯಾಪಾರಿಗಳ ಸಂಕಷ್ಟಕಾಲದ ನೆರವು, ಮರಣ ಪರಿಹಾರ, ವೈದ್ಯಕೀಯ ನೆರವು ನೀಡಲು ಬಳಸುತ್ತೇವೆ. ಇದನ್ನೇ ಕೆಲವು ವ್ಯಕ್ತಿಗಳು ನಾವು ಹಫ್ತಾ ಸಂಗ್ರಹಿಸುತ್ತೇವೆ ಎಂದು ಬಿಂಬಿಸಿ ದೇಣಿಗೆ ಸಂಗ್ರಹಣೆ ಮಾಡುವ ವೇಳೆ ವಿಡಿಯೋ ಚಿತ್ರೀಕರಣ ಮಾಡಿ ಮಹಿಳಾ ಸಿಬ್ಬಂದಿಯನ್ನು ತಡೆದು ಅನಗತ್ಯವಾಗಿ ಪ್ರಶ್ನೆ ಮಾಡಿ ಅವಮಾನ ಮಾಡುವ ರೀತಿಯಲ್ಲಿ ಯುಟ್ಯೂಬ್ ಚಾನೆಲ್‌ಗಳಲ್ಲಿ ಪ್ರಸಾರ ಮಾಡುತ್ತಾರೆ. ಅಲ್ಲದೆ ಸಂಘದ ಸದಸ್ಯರ ಮತ್ತು ನಾಯಕರ ಹೆಸರನ್ನು ಅನಗತ್ಯವಾಗಿ ಚಾನೆಲಿನಲ್ಲಿ ಉಲ್ಲೇಖಿಸಿ ನಮ್ಮ ಸದಸ್ಯರ ಹೇಳಿರುವ ಸಕಾರಾತ್ಮಕ ಅಂಶಗಳನ್ನು ಎಡಿಟ್ ಮಾಡಿ ಅವರ ಹೆಸರಿಗೆ ಕಳಂಕ ತರುವ ಉದ್ದೇಶದಿಂದ ಯೂಟ್ಯೂಬ್ ಚಾನೆಲಿನಲ್ಲಿ ಪ್ರಸಾರ ಮಾಡುತ್ತಾರೆ <box>682 1073 834 1443</box>
article4-col3: ಬ್ಯಾನರ್ ಹರಿದು ಹೋಗಿದೆ. ಒಟ್ಟಿನಲ್ಲಿ ಸಾರ್ವಜನಿಕರ ಜೀವನದಲ್ಲಿ ಚೆಲ್ಲಾಟವಾಡುವ ಕೆಲಸವಾಗುತ್ತಿದೆ ಎಂದು ಆರೋಪಿಸಿದರು. ಈ ರಸ್ತೆಗಳಲ್ಲಿ ತುರ್ತು ಸಂದರ್ಭದಲ್ಲಿ ಸಂಚರಿಸಲು ವಾಹನ ಚಾಲಕರು ನಿರಾಕರಿಸುತ್ತಿದ್ದಾರೆ. ಮಂಜಲ್ಪಡ್ಪು ಮೂಲಕ ಈ ರಸ್ತೆಯಲ್ಲಿ ಬರುತ್ತಿರುವ ಸರ್ಕಾರಿ ಬಸ್ಸಿನವರೂ ಸಂಚರಿಸಲು ನಿರಾಕರಿಸುವ ಘಟನೆಗಳು ನಡೆದಿವೆ. ಸುಮಾರು 4 ಸಾವಿರ ಜನಸಂಖ್ಯೆ ಹೊಂದಿರುವ ಈ ಭಾಗದ ಜನತೆ ನಿತ್ಯ ಸಂಚಾರ ಸಂಕಷ್ಟ ಅನುಭವಿಸುತ್ತಿದ್ದಾರೆ. ಹಲವು ವರ್ಷಗಳಿಂದ ಸ್ಥಳೀಯಾಡಳಿತದ ಮೂಲಕ ಪ್ಯಾಚ್ ವರ್ಕ್ ಕೆಲಸವನ್ನು ಮಾತ್ರ ಮಾಡಲಾಗುತ್ತಿದೆ ಎಂದು ಹೇಳಿದರು. ಬ್ಯಾನರ್ ಪ್ರಿಯರ ಪ್ರಚಾರ ಈ ಭಾಗದ ಅಭಿವೃದ್ಧಿಗೆ <box>1173 1185 1327 1518</box>
paper-name: ದೂರ ದೃಷ್ಟಿ ಕನ್ನಡ ದಿನ ಪತ್ರಿಕೆ <box>279 193 436 212</box>
issue-date: ದಿನಾಂಕ : 31-05-2026 ರವಿವಾರ Sunday <box>690 193 979 212</box>
